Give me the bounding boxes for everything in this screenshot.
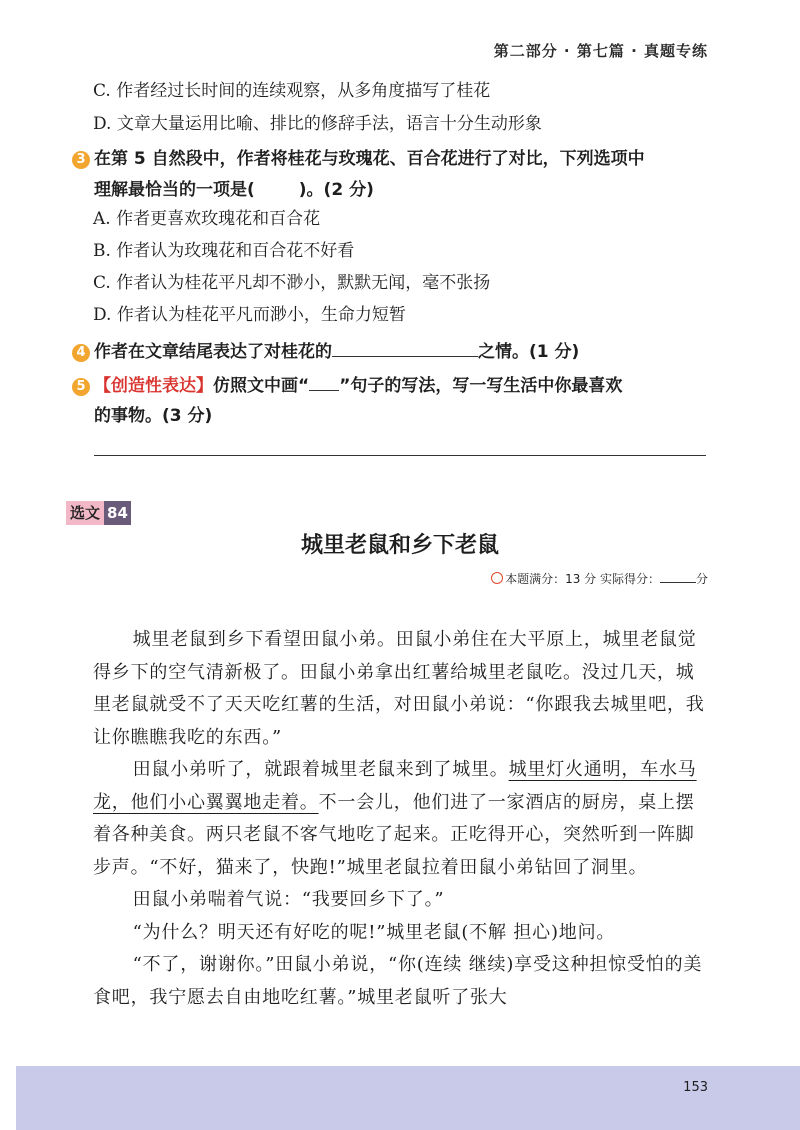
paragraph-2: 田鼠小弟听了，就跟着城里老鼠来到了城里。城里灯火通明，车水马龙，他们小心翼翼地走着。不一会儿，他们进了一家酒店的厨房，桌上摆着各种美食。两只老鼠不客气地吃了起来。正吃得开心，突然听到一阵脚步声。“不好，猫来了，快跑!”城里老鼠拉着田鼠小弟钻回了洞里。	[93, 759, 697, 878]
paragraph-4: “为什么？明天还有好吃的呢!”城里老鼠(不解 担心)地问。	[132, 921, 616, 943]
score-blank[interactable]	[660, 569, 696, 583]
passage-badge-label: 选文	[66, 501, 104, 525]
question-4: 4 作者在文章结尾表达了对桂花的 之情。(1 分)	[72, 338, 579, 364]
question-number-badge: 3	[72, 151, 90, 169]
question-3	[72, 147, 645, 171]
question-number-badge: 4	[72, 344, 90, 362]
answer-writing-line[interactable]	[94, 455, 706, 456]
question-3-line1: 在第 5 自然段中，作者将桂花与玫瑰花、百合花进行了对比，下列选项中	[94, 149, 645, 169]
underlined-sentence: 城里灯火通明，车水马龙，他们小心翼翼地走着。	[93, 759, 697, 813]
paragraph-5: “不了，谢谢你。”田鼠小弟说，“你(连续 继续)享受这种担惊受怕的美食吧，我宁愿去自由地吃红薯。”城里老鼠听了张大	[93, 954, 703, 1008]
question-number-badge: 5	[72, 378, 90, 396]
paragraph-3: 田鼠小弟喘着气说：“我要回乡下了。”	[132, 889, 445, 910]
q2-option-c: C. 作者经过长时间的连续观察，从多角度描写了桂花	[93, 81, 491, 101]
clock-icon	[491, 572, 503, 584]
q2-option-d: D. 文章大量运用比喻、排比的修辞手法，语言十分生动形象	[93, 114, 542, 134]
q3-option-b: B. 作者认为玫瑰花和百合花不好看	[93, 241, 355, 261]
quote-blank	[309, 372, 339, 391]
fill-in-blank[interactable]	[332, 338, 478, 357]
q3-option-d: D. 作者认为桂花平凡而渺小，生命力短暂	[93, 305, 406, 325]
footer-band	[16, 1066, 800, 1130]
passage-badge-number: 84	[104, 501, 131, 525]
question-5: 5 【创造性表达】仿照文中画“ ”句子的写法，写一写生活中你最喜欢	[72, 372, 622, 398]
question-tag: 【创造性表达】	[94, 376, 213, 396]
score-line: 本题满分：13 分 实际得分： 分	[491, 569, 708, 587]
article-title: 城里老鼠和乡下老鼠	[300, 533, 499, 558]
paragraph-1: 城里老鼠到乡下看望田鼠小弟。田鼠小弟住在大平原上，城里老鼠觉得乡下的空气清新极了。田鼠小弟拿出红薯给城里老鼠吃。没过几天，城里老鼠就受不了天天吃红薯的生活，对田鼠小弟说：“你跟我去城里吧，我让你瞧瞧我吃的东西。”	[93, 629, 705, 748]
question-5-line2: 的事物。(3 分)	[94, 406, 213, 426]
section-header: 第二部分 · 第七篇 · 真题专练	[493, 42, 708, 60]
q3-option-c: C. 作者认为桂花平凡却不渺小，默默无闻，毫不张扬	[93, 273, 491, 293]
article-body	[93, 624, 713, 1014]
page-number: 153	[683, 1080, 708, 1095]
q3-option-a: A. 作者更喜欢玫瑰花和百合花	[93, 209, 321, 229]
question-3-line2: 理解最恰当的一项是( )。(2 分)	[94, 180, 374, 200]
passage-badge	[66, 501, 131, 525]
